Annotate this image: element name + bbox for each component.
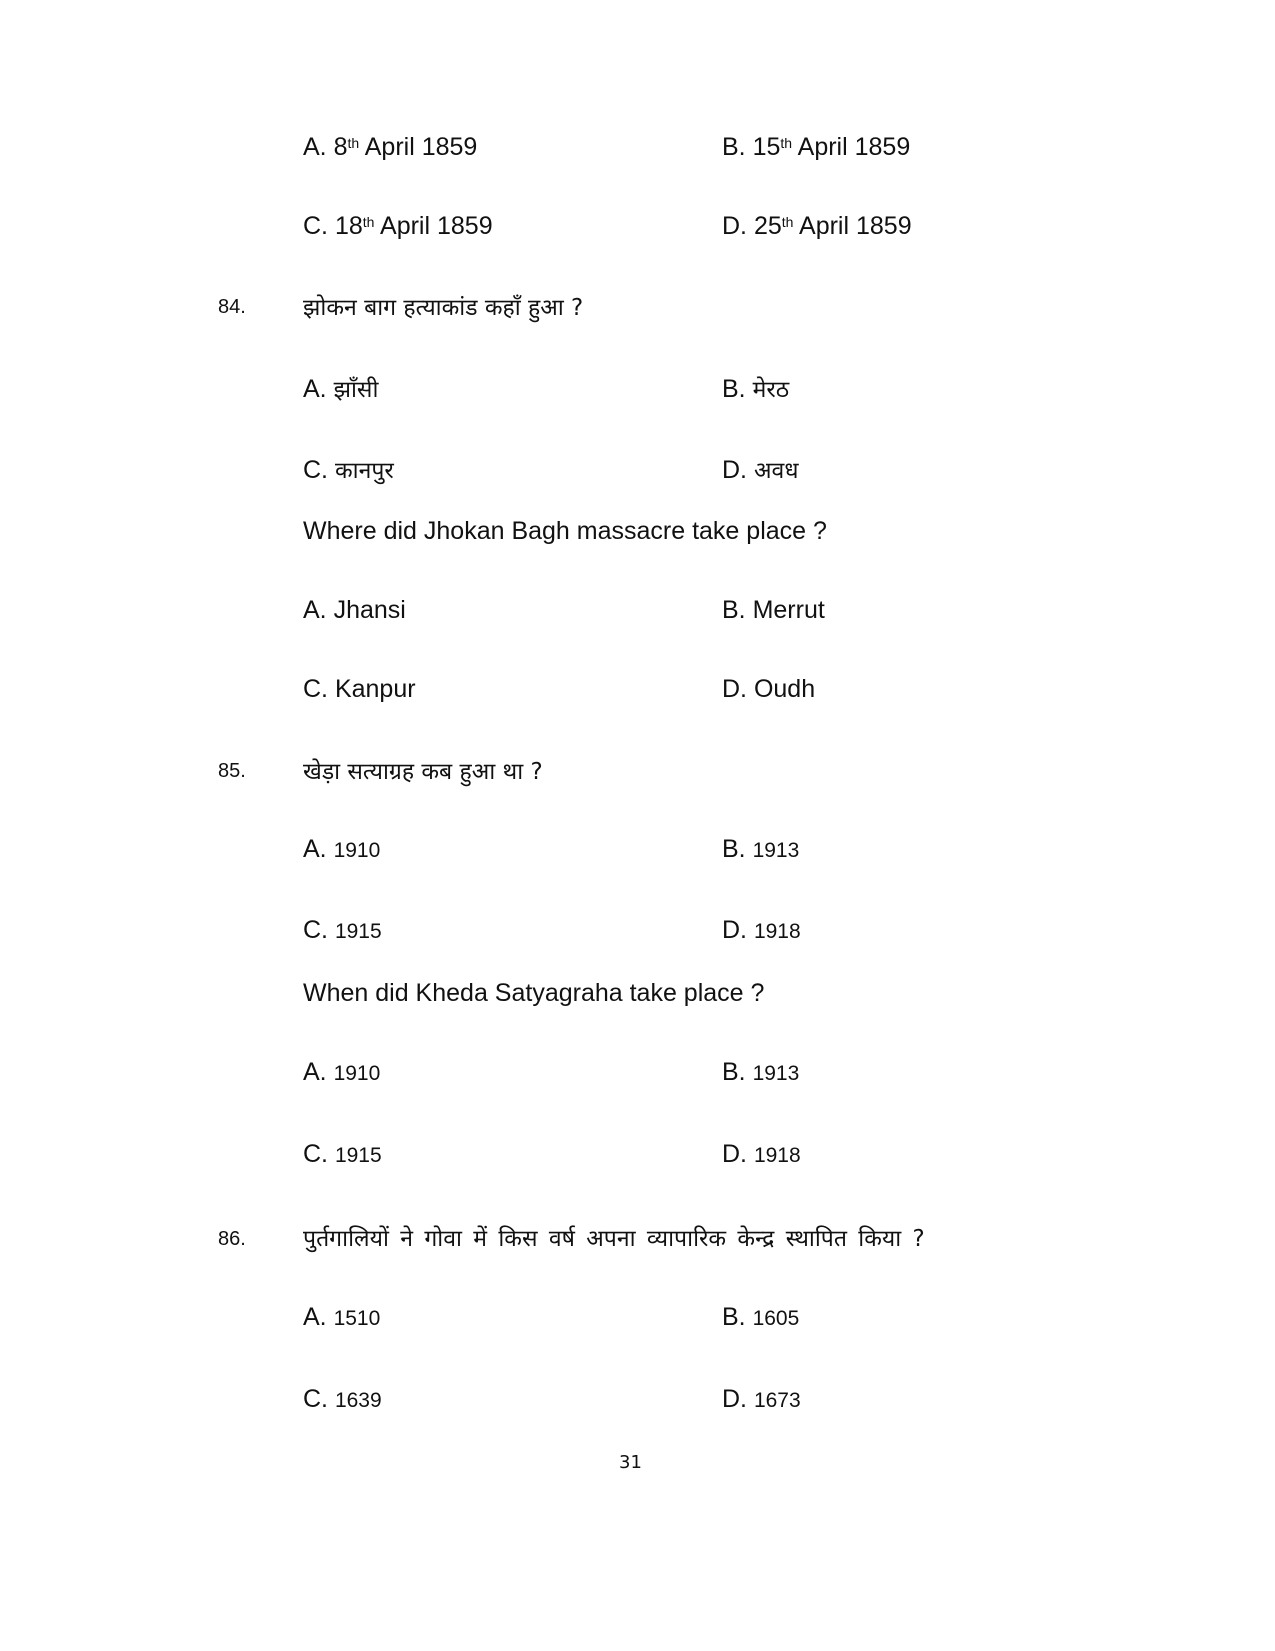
option-label: D. — [722, 916, 747, 944]
option-label: C. — [303, 1385, 328, 1413]
option-text: अवध — [753, 458, 799, 484]
q84-hi-option-a — [303, 372, 378, 404]
question-text-english: When did Kheda Satyagraha take place ? — [303, 979, 765, 1007]
option-sup: th — [362, 213, 375, 230]
q83-option-b — [722, 133, 910, 162]
q84-hi-option-c — [303, 453, 394, 485]
option-text: Jhansi — [333, 596, 406, 624]
option-text: Kanpur — [334, 675, 416, 703]
option-text: April 1859 — [799, 212, 912, 240]
option-label: A. — [303, 835, 327, 863]
option-sup: th — [780, 134, 793, 151]
option-label: B. — [722, 133, 746, 161]
option-sup: th — [347, 134, 360, 151]
q84-en-option-a — [303, 596, 406, 625]
option-label: C. — [303, 1140, 328, 1168]
option-text: 1918 — [753, 1144, 801, 1167]
option-text: April 1859 — [380, 212, 493, 240]
q86-option-a — [303, 1303, 380, 1332]
question-number: 84. — [218, 296, 246, 318]
option-text: Merrut — [752, 596, 825, 624]
option-text: मेरठ — [752, 377, 790, 403]
q84-en-option-d — [722, 675, 815, 704]
option-label: B. — [722, 596, 746, 624]
option-day: 8 — [333, 133, 348, 161]
option-text: 1510 — [333, 1307, 381, 1330]
option-text: April 1859 — [364, 133, 478, 161]
option-text: 1605 — [752, 1307, 800, 1330]
page-number: 31 — [619, 1452, 642, 1473]
option-label: D. — [722, 1385, 747, 1413]
option-label: C. — [303, 675, 328, 703]
option-text: 1915 — [334, 920, 382, 943]
q84-hi-option-b — [722, 372, 789, 404]
q85-en-option-a — [303, 1058, 380, 1087]
option-text: Oudh — [753, 675, 816, 703]
option-label: A. — [303, 596, 327, 624]
option-label: D. — [722, 212, 747, 240]
option-day: 15 — [752, 133, 781, 161]
question-number: 86. — [218, 1228, 246, 1250]
option-label: D. — [722, 1140, 747, 1168]
option-label: B. — [722, 1058, 746, 1086]
option-label: A. — [303, 1058, 327, 1086]
option-label: D. — [722, 675, 747, 703]
q86-option-c — [303, 1385, 382, 1414]
q85-en-option-d — [722, 1140, 801, 1169]
option-sup: th — [781, 213, 794, 230]
q85-hi-option-a — [303, 835, 380, 864]
q85-hi-option-c — [303, 916, 382, 945]
option-text: 1915 — [334, 1144, 382, 1167]
option-text: झाँसी — [333, 377, 379, 403]
q86-option-d — [722, 1385, 801, 1414]
option-label: A. — [303, 1303, 327, 1331]
q83-option-c — [303, 212, 493, 241]
option-label: C. — [303, 212, 328, 240]
question-text-hindi: पुर्तगालियों ने गोवा में किस वर्ष अपना व्यापारिक केन्द्र स्थापित किया ? — [303, 1226, 925, 1252]
option-label: D. — [722, 456, 747, 484]
q85-hi-option-d — [722, 916, 801, 945]
question-text-hindi: झोकन बाग हत्याकांड कहाँ हुआ ? — [303, 295, 584, 321]
q85-en-option-b — [722, 1058, 799, 1087]
option-label: B. — [722, 1303, 746, 1331]
q83-option-a — [303, 133, 477, 162]
option-label: B. — [722, 835, 746, 863]
option-day: 18 — [334, 212, 363, 240]
option-text: 1673 — [753, 1389, 801, 1412]
option-text: कानपुर — [334, 458, 394, 484]
option-text: April 1859 — [797, 133, 911, 161]
option-text: 1910 — [333, 839, 381, 862]
question-text-english: Where did Jhokan Bagh massacre take place ? — [303, 517, 827, 545]
option-label: A. — [303, 375, 327, 403]
option-day: 25 — [753, 212, 782, 240]
q86-option-b — [722, 1303, 799, 1332]
option-text: 1913 — [752, 839, 800, 862]
q84-en-option-b — [722, 596, 825, 625]
question-text-hindi: खेड़ा सत्याग्रह कब हुआ था ? — [303, 759, 543, 785]
option-label: A. — [303, 133, 327, 161]
option-label: C. — [303, 916, 328, 944]
q83-option-d — [722, 212, 912, 241]
option-text: 1913 — [752, 1062, 800, 1085]
question-number: 85. — [218, 760, 246, 782]
q85-hi-option-b — [722, 835, 799, 864]
option-text: 1918 — [753, 920, 801, 943]
q84-hi-option-d — [722, 453, 798, 485]
q85-en-option-c — [303, 1140, 382, 1169]
option-text: 1910 — [333, 1062, 381, 1085]
option-text: 1639 — [334, 1389, 382, 1412]
option-label: C. — [303, 456, 328, 484]
q84-en-option-c — [303, 675, 416, 704]
option-label: B. — [722, 375, 746, 403]
